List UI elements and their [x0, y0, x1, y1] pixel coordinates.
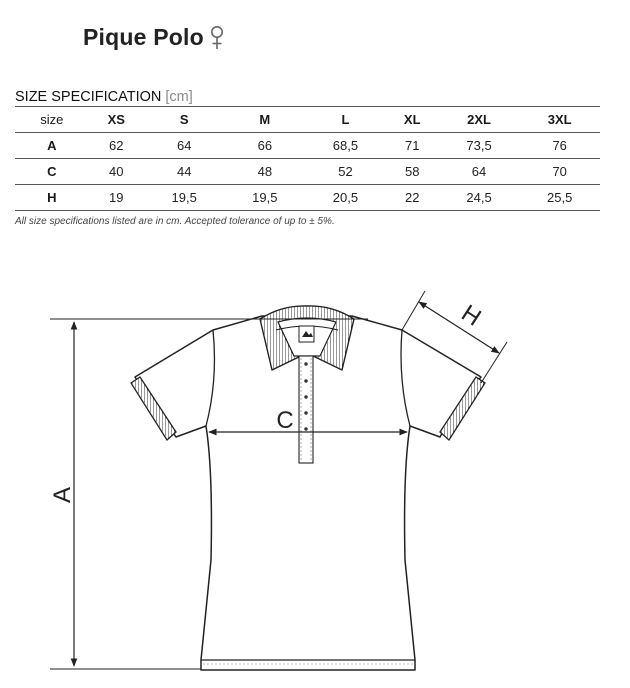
table-cell: 22: [386, 185, 439, 211]
table-cell: 64: [439, 159, 520, 185]
button: [304, 411, 307, 414]
measure-h-arrow: [419, 299, 499, 353]
size-header-xl: XL: [386, 107, 439, 133]
table-cell: 52: [305, 159, 386, 185]
measure-c-label: C: [276, 407, 294, 434]
size-header-2xl: 2XL: [439, 107, 520, 133]
size-header-l: L: [305, 107, 386, 133]
size-spec-unit: [cm]: [165, 89, 193, 105]
table-cell: 25,5: [519, 185, 600, 211]
row-label-c: C: [15, 159, 89, 185]
measure-h-label: H: [456, 299, 486, 332]
table-cell: 48: [225, 159, 306, 185]
button: [304, 395, 307, 398]
table-cell: 62: [89, 133, 144, 159]
table-cell: 68,5: [305, 133, 386, 159]
table-cell: 40: [89, 159, 144, 185]
table-cell: 70: [519, 159, 600, 185]
size-spec-title: SIZE SPECIFICATION: [15, 89, 162, 105]
tolerance-note: All size specifications listed are in cm. Accepted tolerance of up to ± 5%.: [15, 216, 335, 227]
row-label-h: H: [15, 185, 89, 211]
row-label-a: A: [15, 133, 89, 159]
table-cell: 20,5: [305, 185, 386, 211]
table-cell: 66: [225, 133, 306, 159]
table-cell: 64: [144, 133, 225, 159]
product-name: Pique Polo: [83, 24, 204, 50]
table-cell: 19,5: [144, 185, 225, 211]
size-header-s: S: [144, 107, 225, 133]
measure-h-guide-top: [402, 291, 425, 330]
measure-a-label: A: [49, 486, 76, 504]
table-cell: 19: [89, 185, 144, 211]
size-header-m: M: [225, 107, 306, 133]
button: [304, 362, 307, 365]
measure-h-guide-bottom: [481, 342, 507, 383]
table-cell: 73,5: [439, 133, 520, 159]
size-header-3xl: 3XL: [519, 107, 600, 133]
table-cell: 76: [519, 133, 600, 159]
table-cell: 44: [144, 159, 225, 185]
table-cell: 71: [386, 133, 439, 159]
table-cell: 58: [386, 159, 439, 185]
table-cell: 19,5: [225, 185, 306, 211]
size-column-header: size: [15, 107, 89, 133]
size-header-xs: XS: [89, 107, 144, 133]
button: [304, 427, 307, 430]
table-cell: 24,5: [439, 185, 520, 211]
button: [304, 379, 307, 382]
